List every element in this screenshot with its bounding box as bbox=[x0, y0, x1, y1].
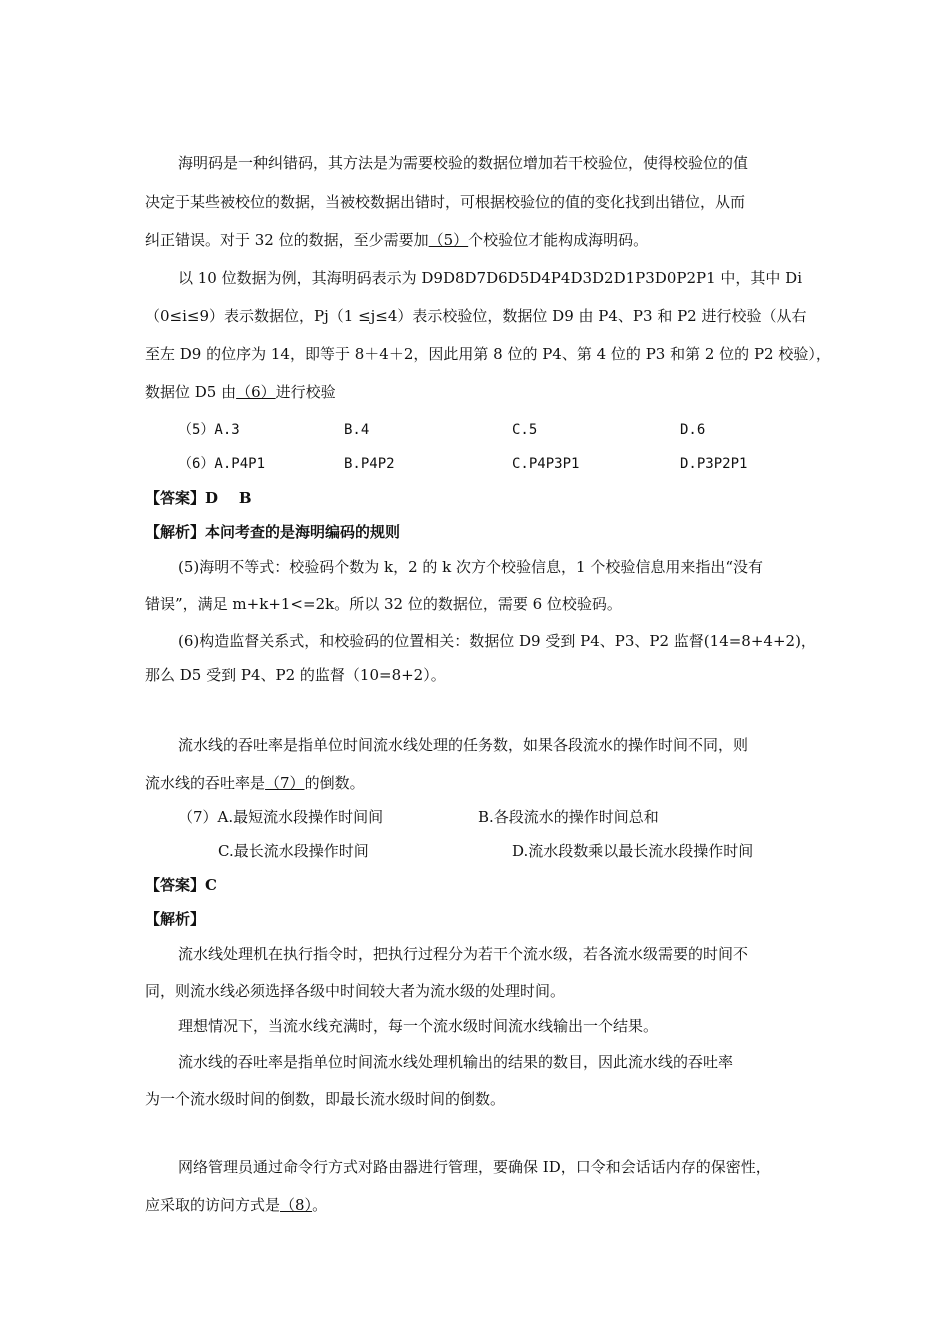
q7-option-a: （7）A.最短流水段操作时间间 bbox=[178, 808, 384, 826]
q5-6-analysis-heading bbox=[145, 522, 400, 542]
q5-para1-line1: 海明码是一种纠错码，其方法是为需要校验的数据位增加若干校验位，使得校验位的值 bbox=[178, 154, 749, 172]
blank-6: （6） bbox=[236, 383, 276, 401]
q7-analysis-line3: 理想情况下，当流水线充满时，每一个流水级时间流水线输出一个结果。 bbox=[178, 1017, 659, 1035]
q7-analysis-line4: 流水线的吞吐率是指单位时间流水线处理机输出的结果的数目，因此流水线的吞吐率 bbox=[178, 1053, 734, 1071]
q7-analysis-line5: 为一个流水级时间的倒数，即最长流水级时间的倒数。 bbox=[145, 1090, 506, 1108]
q6-option-b: B.P4P2 bbox=[344, 456, 395, 472]
q7-text-end: 的倒数。 bbox=[304, 774, 365, 792]
q7-option-b: B.各段流水的操作时间总和 bbox=[478, 808, 659, 826]
q6-text-end: 进行校验 bbox=[275, 383, 336, 401]
q5-option-b: B.4 bbox=[344, 422, 370, 438]
q7-option-d: D.流水段数乘以最长流水段操作时间 bbox=[512, 842, 754, 860]
q7-analysis-line1: 流水线处理机在执行指令时，把执行过程分为若干个流水级，若各流水级需要的时间不 bbox=[178, 945, 749, 963]
q7-analysis-heading: 【解析】 bbox=[145, 910, 206, 928]
q6-para2-line2: （0≤i≤9）表示数据位，Pj（1 ≤j≤4）表示校验位，数据位 D9 由 P4、P3 和 P2 进行校验（从右 bbox=[145, 307, 807, 325]
q6-para2-line4 bbox=[145, 382, 336, 402]
answer-label: 【答案】 bbox=[145, 489, 206, 507]
q5-6-answer bbox=[145, 488, 252, 508]
q5-para1-line3 bbox=[145, 230, 648, 250]
analysis5-line2: 错误”，满足 m+k+1<=2k。所以 32 位的数据位，需要 6 位校验码。 bbox=[145, 595, 622, 613]
q7-analysis-line2: 同，则流水线必须选择各级中时间较大者为流水级的处理时间。 bbox=[145, 982, 566, 1000]
q6-option-d: D.P3P2P1 bbox=[680, 456, 748, 472]
q8-line1: 网络管理员通过命令行方式对路由器进行管理，要确保 ID，口令和会话话内存的保密性， bbox=[178, 1158, 771, 1176]
q5-para1-line2: 决定于某些被校位的数据，当被校数据出错时，可根据校验位的值的变化找到出错位，从而 bbox=[145, 193, 746, 211]
q6-option-c: C.P4P3P1 bbox=[512, 456, 580, 472]
analysis6-line2: 那么 D5 受到 P4、P2 的监督（10=8+2）。 bbox=[145, 666, 446, 684]
analysis-label: 【解析】 bbox=[145, 523, 206, 541]
q5-option-c: C.5 bbox=[512, 422, 538, 438]
analysis-title: 本问考查的是海明编码的规则 bbox=[205, 523, 401, 541]
q5-option-a: （5）A.3 bbox=[178, 422, 240, 438]
q6-option-a: （6）A.P4P1 bbox=[178, 456, 266, 472]
q7-text: 流水线的吞吐率是 bbox=[145, 774, 266, 792]
q8-text-end: 。 bbox=[312, 1196, 328, 1214]
q8-text: 应采取的访问方式是 bbox=[145, 1196, 281, 1214]
q5-text: 纠正错误。对于 32 位的数据，至少需要加 bbox=[145, 231, 429, 249]
q7-para-line1: 流水线的吞吐率是指单位时间流水线处理的任务数，如果各段流水的操作时间不同，则 bbox=[178, 736, 749, 754]
analysis6-line1: (6)构造监督关系式，和校验码的位置相关：数据位 D9 受到 P4、P3、P2 监督(14=8+4+2)， bbox=[178, 632, 816, 650]
answer-label: 【答案】 bbox=[145, 876, 206, 894]
blank-7: （7） bbox=[265, 774, 305, 792]
q5-option-d: D.6 bbox=[680, 422, 706, 438]
q7-para-line2 bbox=[145, 773, 365, 793]
analysis5-line1: (5)海明不等式：校验码个数为 k，2 的 k 次方个校验信息，1 个校验信息用来指出“没有 bbox=[178, 558, 764, 576]
blank-8: （8） bbox=[280, 1196, 313, 1214]
q6-text: 数据位 D5 由 bbox=[145, 383, 237, 401]
q7-answer bbox=[145, 875, 217, 895]
q6-para2-line1: 以 10 位数据为例，其海明码表示为 D9D8D7D6D5D4P4D3D2D1P3D0P2P1 中，其中 Di bbox=[178, 269, 802, 287]
q5-text-end: 个校验位才能构成海明码。 bbox=[468, 231, 649, 249]
q8-line2 bbox=[145, 1195, 327, 1215]
answer-value: D B bbox=[205, 489, 252, 507]
q7-option-c: C.最长流水段操作时间 bbox=[218, 842, 369, 860]
blank-5: （5） bbox=[428, 231, 469, 249]
q6-para2-line3: 至左 D9 的位序为 14，即等于 8＋4＋2，因此用第 8 位的 P4、第 4 位的 P3 和第 2 位的 P2 校验）， bbox=[145, 345, 831, 363]
answer-value: C bbox=[205, 876, 217, 894]
